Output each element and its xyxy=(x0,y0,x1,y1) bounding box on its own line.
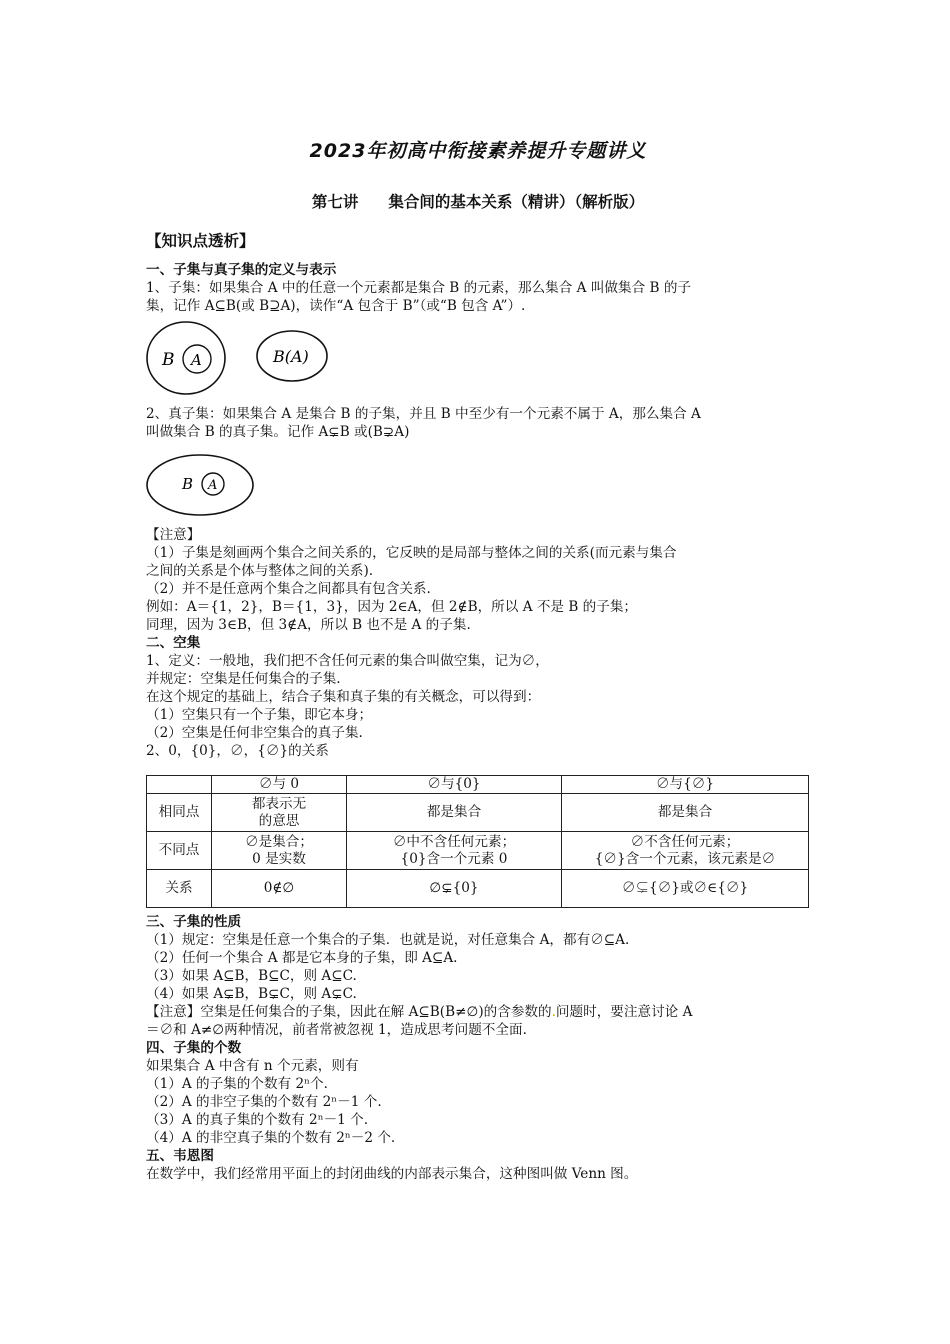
cell-line: ∅是集合； xyxy=(245,833,313,850)
venn-label-ba: B(A) xyxy=(273,347,309,366)
table-cell xyxy=(212,794,347,832)
empty-set-line3: 在这个规定的基础上，结合子集和真子集的有关概念，可以得到： xyxy=(146,689,541,705)
subset-properties xyxy=(146,913,810,1183)
set-b-ellipse xyxy=(147,455,253,515)
note-heading: 【注意】 xyxy=(146,527,201,543)
property-line3: （3）如果 A⊆B，B⊆C，则 A⊆C. xyxy=(146,968,357,984)
table-row xyxy=(147,832,809,870)
subset-venn-diagrams xyxy=(146,320,346,400)
property-line4: （4）如果 A⊊B，B⊊C，则 A⊊C. xyxy=(146,986,357,1002)
row-label: 相同点 xyxy=(147,794,212,832)
knowledge-heading: 【知识点透析】 xyxy=(146,232,255,250)
table-header: ∅与{0} xyxy=(347,776,562,794)
row-label: 关系 xyxy=(147,870,212,908)
property-note-line1 xyxy=(146,1003,810,1021)
table-cell: 都是集合 xyxy=(347,794,562,832)
note-text: 【注意】空集是任何集合的子集，因此在解 A⊆B(B≠∅)的含参数的 xyxy=(146,1004,552,1020)
comparison-table xyxy=(146,775,809,908)
empty-set-line2: 并规定：空集是任何集合的子集. xyxy=(146,671,341,687)
venn-label-b: B xyxy=(162,350,175,370)
proper-subset-venn xyxy=(146,452,266,522)
cell-line: {0}含一个元素 0 xyxy=(400,850,508,867)
document-title: 2023年初高中衔接素养提升专题讲义 xyxy=(309,140,647,162)
lecture-number: 第七讲 xyxy=(311,193,359,211)
count-line2: （2）A 的非空子集的个数有 2ⁿ－1 个. xyxy=(146,1094,382,1110)
section-heading: 二、空集 xyxy=(146,635,201,651)
table-cell: 都是集合 xyxy=(562,794,809,832)
proper-subset-line2: 叫做集合 B 的真子集。记作 A⊊B 或(B⊋A) xyxy=(146,424,410,440)
empty-set-line1: 1、定义：一般地，我们把不含任何元素的集合叫做空集，记为∅， xyxy=(146,653,549,669)
proper-subset-line1: 2、真子集：如果集合 A 是集合 B 的子集，并且 B 中至少有一个元素不属于 A，那么集合 A xyxy=(146,406,701,422)
venn-label-a2: A xyxy=(208,478,218,493)
table-cell xyxy=(347,832,562,870)
section-heading: 三、子集的性质 xyxy=(146,914,242,930)
note-line4: 例如：A＝{1，2}，B＝{1，3}，因为 2∈A，但 2∉B，所以 A 不是 B 的子集； xyxy=(146,599,638,615)
note-and-empty-set xyxy=(146,526,810,760)
table-row xyxy=(147,870,809,908)
note-line1: （1）子集是刻画两个集合之间关系的，它反映的是局部与整体之间的关系(而元素与集合 xyxy=(146,545,677,561)
subset-def-line1: 1、子集：如果集合 A 中的任意一个元素都是集合 B 的元素，那么集合 A 叫做集合 B 的子 xyxy=(146,280,692,296)
venn-def-line: 在数学中，我们经常用平面上的封闭曲线的内部表示集合，这种图叫做 Venn 图。 xyxy=(146,1166,638,1182)
venn-label-a: A xyxy=(191,351,202,369)
mark-dot: . xyxy=(551,1004,556,1020)
subset-def-line2: 集，记作 A⊆B(或 B⊇A)，读作“A 包含于 B”（或“B 包含 A”）. xyxy=(146,298,526,314)
table-cell xyxy=(147,776,212,794)
cell-line: ∅中不含任何元素； xyxy=(392,833,516,850)
set-b-circle xyxy=(147,322,225,394)
venn-label-b2: B xyxy=(182,475,194,493)
empty-set-line4: （1）空集只有一个子集，即它本身； xyxy=(146,707,373,723)
table-row xyxy=(147,794,809,832)
table-cell: 0∉∅ xyxy=(212,870,347,908)
note-text: 问题时，要注意讨论 A xyxy=(555,1004,693,1020)
table-cell xyxy=(212,832,347,870)
note-line2: 之间的关系是个体与整体之间的关系). xyxy=(146,563,374,579)
table-header-row xyxy=(147,776,809,794)
count-line4: （4）A 的非空真子集的个数有 2ⁿ－2 个. xyxy=(146,1130,396,1146)
count-intro: 如果集合 A 中含有 n 个元素，则有 xyxy=(146,1058,359,1074)
table-header: ∅与 0 xyxy=(212,776,347,794)
count-line3: （3）A 的真子集的个数有 2ⁿ－1 个. xyxy=(146,1112,369,1128)
table-cell: ∅⊊{0} xyxy=(347,870,562,908)
property-note-line2: ＝∅和 A≠∅两种情况，前者常被忽视 1，造成思考问题不全面. xyxy=(146,1022,527,1038)
section-heading: 四、子集的个数 xyxy=(146,1040,242,1056)
section-subset xyxy=(146,261,810,315)
cell-line: 都表示无 xyxy=(251,795,307,812)
section-heading: 五、韦恩图 xyxy=(146,1148,214,1164)
property-line1: （1）规定：空集是任意一个集合的子集．也就是说，对任意集合 A，都有∅⊆A. xyxy=(146,932,630,948)
section-heading: 一、子集与真子集的定义与表示 xyxy=(146,262,337,278)
table-cell: ∅⊊{∅}或∅∈{∅} xyxy=(562,870,809,908)
cell-line: 0 是实数 xyxy=(252,850,306,867)
note-line5: 同理，因为 3∈B，但 3∉A，所以 B 也不是 A 的子集. xyxy=(146,617,471,633)
property-line2: （2）任何一个集合 A 都是它本身的子集，即 A⊆A. xyxy=(146,950,458,966)
table-header: ∅与{∅} xyxy=(562,776,809,794)
cell-line: {∅}含一个元素，该元素是∅ xyxy=(594,850,776,867)
lecture-topic: 集合间的基本关系（精讲）（解析版） xyxy=(388,193,645,211)
table-cell xyxy=(562,832,809,870)
proper-subset-def xyxy=(146,405,810,441)
empty-set-line6: 2、0，{0}，∅，{∅}的关系 xyxy=(146,743,329,759)
lecture-title xyxy=(146,190,810,212)
count-line1: （1）A 的子集的个数有 2ⁿ个. xyxy=(146,1076,328,1092)
cell-line: 的意思 xyxy=(258,812,300,829)
cell-line: ∅不含任何元素； xyxy=(630,833,740,850)
note-line3: （2）并不是任意两个集合之间都具有包含关系. xyxy=(146,581,431,597)
empty-set-line5: （2）空集是任何非空集合的真子集. xyxy=(146,725,363,741)
row-label: 不同点 xyxy=(147,832,212,870)
